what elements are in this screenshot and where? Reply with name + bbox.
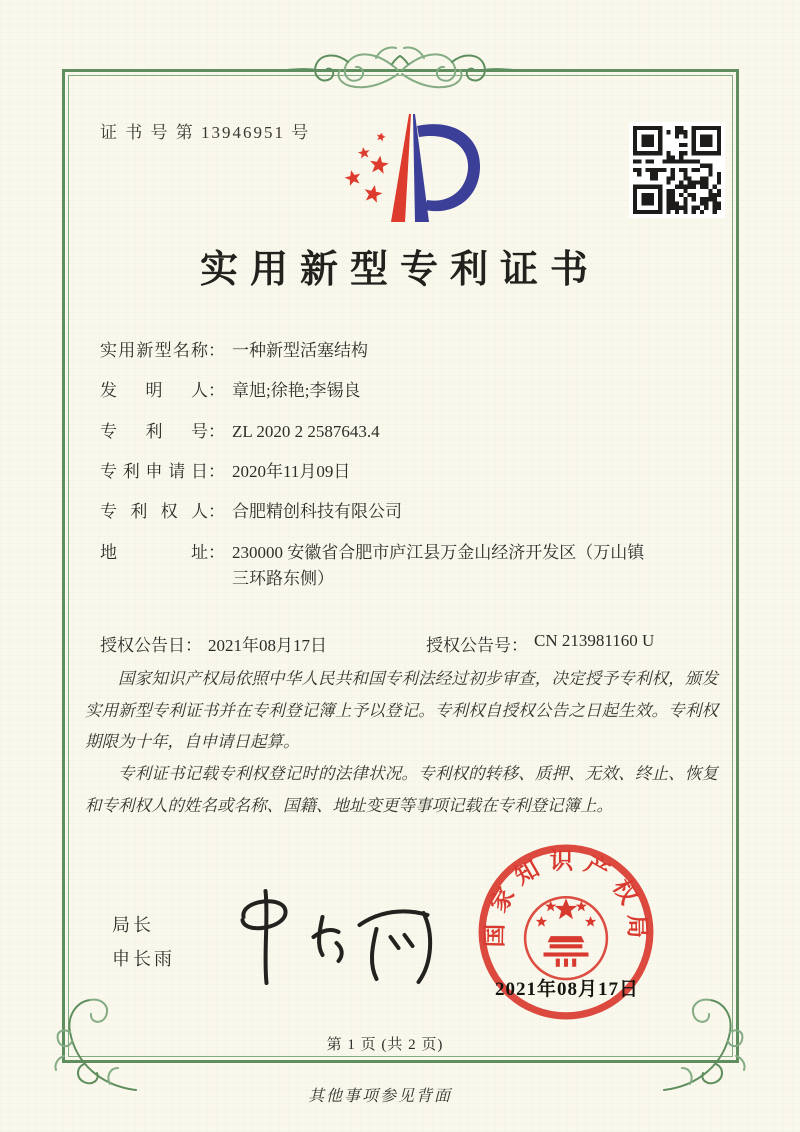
grant-row: 授权公告日 ： 2021年08月17日 授权公告号 ： CN 213981160 U — [100, 631, 655, 655]
back-side-note: 其他事项参见背面 — [307, 1088, 452, 1105]
commissioner-title: 局长 — [112, 915, 154, 935]
field-label: 实用新型名称 — [100, 341, 208, 360]
handwritten-signature — [225, 885, 440, 985]
field-value: 一种新型活塞结构 — [232, 341, 368, 360]
field-value: 2020年11月09日 — [232, 462, 351, 482]
field-row-filing-date: 专利申请日 ： 2020年11月09日 — [100, 459, 660, 485]
certificate-title: 实用新型专利证书 — [199, 249, 600, 291]
field-value: 230000 安徽省合肥市庐江县万金山经济开发区（万山镇三环路东侧） — [232, 542, 645, 589]
field-value: 合肥精创科技有限公司 — [232, 502, 402, 522]
top-floral-ornament-icon — [280, 40, 520, 100]
field-label: 专利号 — [100, 421, 208, 441]
grant-date-label: 授权公告日 — [100, 636, 185, 655]
commissioner-block — [112, 908, 175, 976]
qr-code — [629, 122, 725, 218]
certificate-number: 证 书 号 第 13946951 号 — [100, 123, 311, 142]
field-row-patent-no: 专利号 ： ZL 2020 2 2587643.4 — [100, 419, 660, 445]
field-row-name: 实用新型名称 ： 一种新型活塞结构 — [100, 338, 660, 364]
commissioner-name: 申长雨 — [112, 949, 175, 970]
field-label: 专利权人 — [100, 502, 208, 522]
field-label: 专利申请日 — [100, 462, 208, 482]
field-label: 地址 — [100, 542, 208, 562]
legal-paragraph-2: 专利证书记载专利权登记时的法律状况。专利权的转移、质押、无效、终止、恢复和专利权人的姓名或名称、国籍、地址变更等事项记载在专利登记簿上。 — [85, 764, 718, 815]
national-emblem-icon — [536, 898, 596, 967]
field-row-inventor: 发明人 ： 章旭;徐艳;李锡良 — [100, 378, 660, 404]
grant-date-value: 2021年08月17日 — [208, 636, 327, 655]
page-indicator: 第 1 页 (共 2 页) — [326, 1037, 444, 1053]
seal-ring-text: 国家知识产权局 — [482, 848, 650, 948]
seal-date: 2021年08月17日 — [494, 979, 639, 1000]
field-label: 发明人 — [100, 381, 208, 401]
field-value: ZL 2020 2 2587643.4 — [232, 421, 380, 441]
field-row-address: 地址 ： 230000 安徽省合肥市庐江县万金山经济开发区（万山镇三环路东侧） — [100, 540, 660, 593]
field-row-patentee: 专利权人 ： 合肥精创科技有限公司 — [100, 499, 660, 525]
grant-number-value: CN 213981160 U — [534, 631, 655, 650]
legal-paragraph-1: 国家知识产权局依照中华人民共和国专利法经过初步审查，决定授予专利权，颁发实用新型专利证书并在专利登记簿上予以登记。专利权自授权公告之日起生效。专利权期限为十年，自申请日起算。 — [85, 669, 718, 752]
field-value: 章旭;徐艳;李锡良 — [232, 381, 361, 401]
field-list — [100, 338, 660, 606]
cnipa-logo-icon — [333, 110, 488, 230]
legal-text — [85, 663, 718, 821]
grant-number-label: 授权公告号 — [426, 636, 511, 655]
